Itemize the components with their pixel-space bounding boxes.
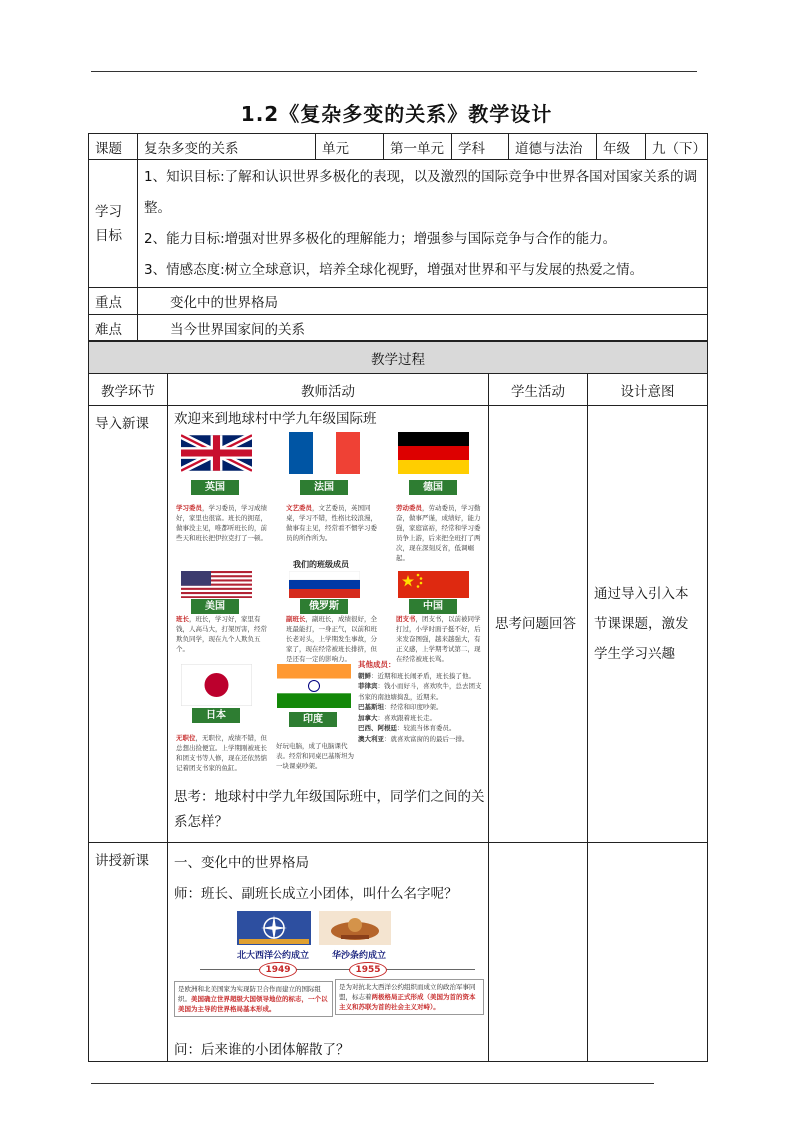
china-flag-icon	[398, 571, 469, 598]
india-note: 好玩电脑，成了电脑课代表。经常和同桌巴基斯坦为一块课桌吵架。	[276, 742, 354, 770]
intro-text: 欢迎来到地球村中学九年级国际班	[174, 411, 377, 427]
us-note: 班长，班长，学习好，家里有钱，人高马大，打架厉害，经常欺负同学，现在九个人欺负五个。	[176, 615, 267, 653]
timeline-line	[200, 969, 475, 970]
row2-teacher	[168, 843, 489, 1062]
col-intent: 设计意图	[588, 374, 708, 406]
germany-flag-icon	[398, 432, 469, 474]
warsaw-desc-box: 是为对抗北大西洋公约组织而成立的政治军事同盟，标志着两极格局正式形成（美国为首的资本主义和苏联为首的社会主义对峙）。	[335, 979, 484, 1015]
row2-student	[489, 843, 588, 1062]
other-members	[358, 660, 482, 744]
india-label: 印度	[289, 712, 337, 727]
japan-note: 无职位，无职位，成绩不错，但总想出捡便宜。上学期刚被班长和团支书等人修，现在还依然惦记着团支书家的鱼缸。	[176, 734, 267, 772]
france-note: 文艺委员，文艺委员，英国同桌，学习不错，性格比较浪漫，做事有主见，经常看不惯学习委员的所作所为。	[286, 504, 377, 542]
warsaw-emblem-icon	[319, 911, 391, 945]
uk-label: 英国	[191, 480, 239, 495]
think-question: 思考：地球村中学九年级国际班中，同学们之间的关系怎样？	[174, 789, 485, 830]
other-member: 巴西、阿根廷：较流当体育委员。	[358, 724, 456, 732]
teacher-question: 师：班长、副班长成立小团体，叫什么名字呢？	[174, 886, 458, 902]
other-member: 菲律宾：钱小而好斗，喜欢吹牛，总去团支书家的南池塘捣乱，近期来。	[358, 682, 482, 701]
grade-label: 年级	[597, 134, 646, 160]
russia-note: 副班长，副班长，成绩很好，全班最能打，一身正气，以前和班长老对头，上学期发生事故，分家了，现在经常被班长排挤，但是还有一定的影响力。	[286, 615, 377, 663]
other-member: 澳大利亚：就喜欢富窗的的最后一排。	[358, 734, 469, 743]
warsaw-caption: 华沙条约成立	[332, 951, 387, 961]
japan-label: 日本	[192, 708, 240, 723]
france-label: 法国	[300, 480, 348, 495]
objective-2: 2、能力目标:增强对世界多极化的理解能力；增强参与国际竞争与合作的能力。	[144, 230, 617, 247]
germany-note: 劳动委员，劳动委员，学习勤奋，做事严谨，成绩好，能力强，家庭富裕，经常和学习委员争上游，后来把全班打了两次，现在深刻反省，低调崛起。	[396, 504, 481, 562]
subject-value: 道德与法治	[509, 134, 597, 160]
china-note: 团支书，团支书，以前被同学打过，小学时面子挺不好，后来发奋图强，越来越强大，有正义感，上学期考试第二，现在经常被班长骂。	[396, 615, 481, 663]
other-member: 巴基斯坦：经常和印度吵架。	[358, 703, 443, 711]
info-table	[88, 133, 708, 341]
russia-label: 俄罗斯	[300, 599, 348, 614]
difficulty-value: 当今世界国家间的关系	[138, 315, 708, 341]
germany-label: 德国	[409, 480, 457, 495]
unit-label: 单元	[316, 134, 384, 160]
china-label: 中国	[409, 599, 457, 614]
row2-step: 讲授新课	[89, 843, 168, 1062]
unit-value: 第一单元	[384, 134, 452, 160]
us-flag-icon	[181, 571, 252, 598]
col-student: 学生活动	[489, 374, 588, 406]
subject-label: 学科	[452, 134, 509, 160]
col-step: 教学环节	[89, 374, 168, 406]
objective-3: 3、情感态度:树立全球意识，培养全球化视野，增强对世界和平与发展的热爱之情。	[144, 261, 644, 278]
section-heading: 一、变化中的世界格局	[174, 855, 309, 871]
india-flag-icon	[277, 664, 351, 708]
row1-step: 导入新课	[89, 406, 168, 843]
col-teacher: 教师活动	[168, 374, 489, 406]
japan-flag-icon	[181, 664, 252, 706]
nato-desc-box: 是欧洲和北美国家为实现防卫合作而建立的国际组织。美国确立世界超级大国领导地位的标志，一个以美国为主导的世界格局基本形成。	[174, 981, 333, 1017]
page-title: 1.2《复杂多变的关系》教学设计	[240, 102, 553, 126]
top-rule	[91, 71, 697, 72]
topic-label: 课题	[89, 134, 138, 160]
nato-caption: 北大西洋公约成立	[237, 951, 310, 961]
follow-question: 问：后来谁的小团体解散了？	[174, 1042, 350, 1058]
row1-intent: 通过导入引入本节课课题，激发学生学习兴趣	[588, 406, 708, 843]
focus-label: 重点	[89, 288, 138, 315]
objectives-content	[138, 160, 708, 288]
other-member: 朝鲜：近期和班长闹矛盾，班长揍了他。	[358, 671, 475, 680]
year-1955: 1955	[349, 962, 387, 978]
year-1949: 1949	[259, 962, 297, 978]
uk-note: 学习委员，学习委员，学习成绩好，家里也很富。班长的拥趸，做事没主见，唯都听班长的，前些天和班长把伊拉克打了一顿。	[176, 504, 267, 542]
bottom-rule	[91, 1083, 654, 1084]
objectives-label: 学习目标	[89, 160, 138, 288]
france-flag-icon	[289, 432, 360, 474]
focus-value: 变化中的世界格局	[138, 288, 708, 315]
row1-student: 思考问题回答	[489, 406, 588, 843]
topic-value: 复杂多变的关系	[138, 134, 316, 160]
others-title: 其他成员：	[358, 660, 396, 669]
class-members-title: 我们的班级成员	[293, 560, 349, 569]
objective-1: 1、知识目标:了解和认识世界多极化的表现，以及激烈的国际竞争中世界各国对国家关系的调整。	[144, 168, 698, 216]
row2-intent	[588, 843, 708, 1062]
nato-emblem-icon	[237, 911, 311, 945]
difficulty-label: 难点	[89, 315, 138, 341]
us-label: 美国	[191, 599, 239, 614]
other-member: 加拿大：喜欢跟着班长走。	[358, 713, 436, 722]
uk-flag-icon	[181, 432, 252, 474]
russia-flag-icon	[289, 571, 360, 598]
process-heading: 教学过程	[89, 342, 708, 374]
grade-value: 九（下）	[646, 134, 708, 160]
